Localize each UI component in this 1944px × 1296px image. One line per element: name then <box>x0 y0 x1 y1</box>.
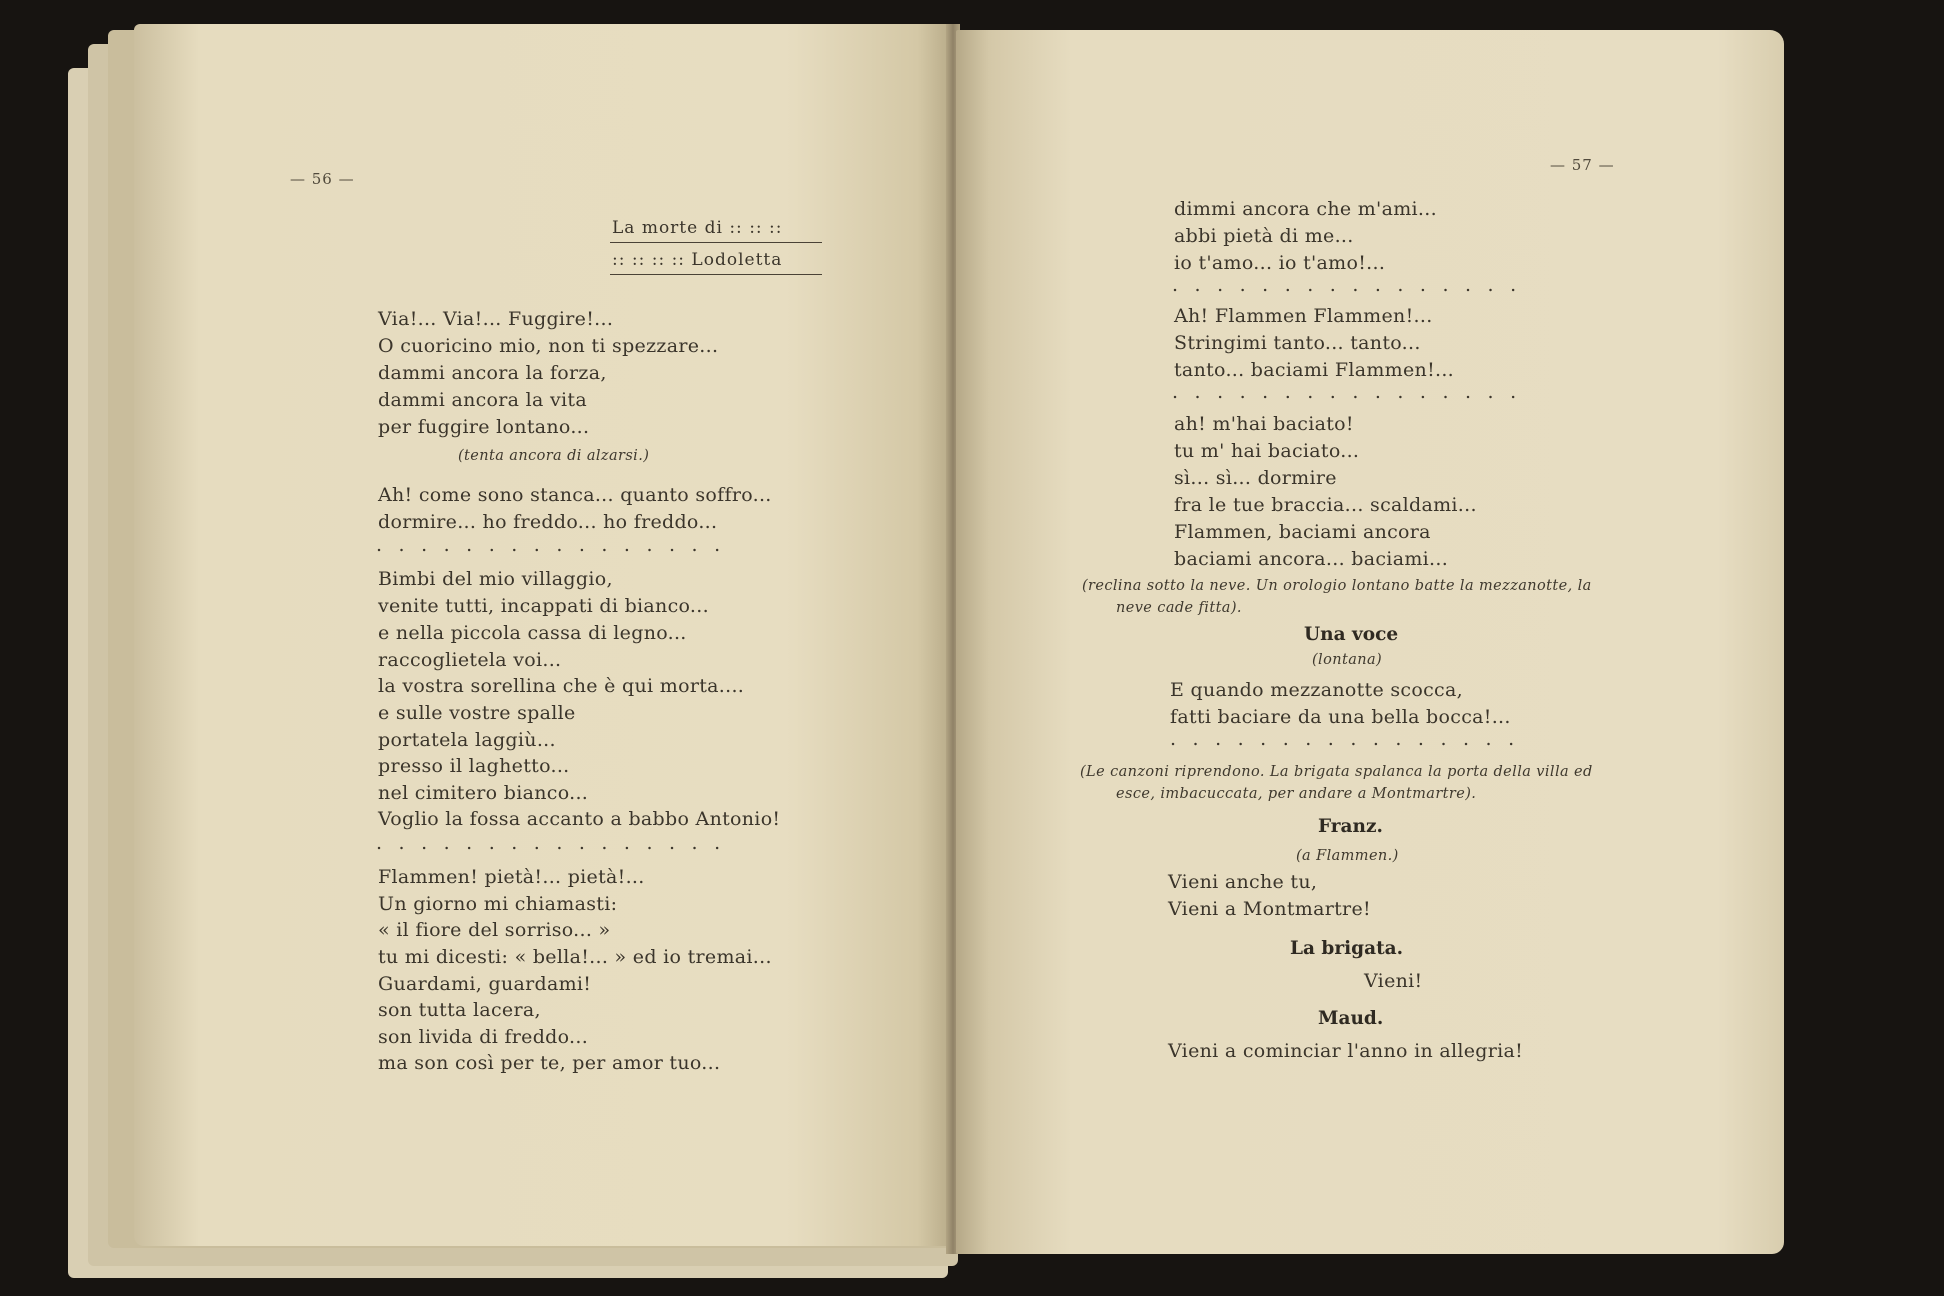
verse-line: e sulle vostre spalle <box>378 702 576 724</box>
verse-line: tu m' hai baciato... <box>1174 440 1360 462</box>
speaker-name: La brigata. <box>1290 938 1404 959</box>
speaker-name: Una voce <box>1304 624 1399 645</box>
ellipsis-row: ................ <box>376 534 737 556</box>
verse-line: baciami ancora... baciami... <box>1174 548 1449 570</box>
stage-direction: (Le canzoni riprendono. La brigata spalanca la porta della villa ed <box>1080 764 1593 780</box>
verse-line: Ah! come sono stanca... quanto soffro... <box>378 484 772 506</box>
verse-line: dammi ancora la vita <box>378 389 587 411</box>
verse-line: Flammen! pietà!... pietà!... <box>378 866 645 888</box>
left-page <box>134 24 950 1246</box>
verse-line: tu mi dicesti: « bella!... » ed io tremai... <box>378 946 772 968</box>
verse-line: Guardami, guardami! <box>378 973 592 995</box>
ellipsis-row: ................ <box>376 832 737 854</box>
title-rule <box>610 242 822 243</box>
verse-line: O cuoricino mio, non ti spezzare... <box>378 335 719 357</box>
verse-line: fra le tue braccia... scaldami... <box>1174 494 1477 516</box>
verse-line: abbi pietà di me... <box>1174 225 1354 247</box>
verse-line: Voglio la fossa accanto a babbo Antonio! <box>378 808 781 830</box>
verse-line: sì... sì... dormire <box>1174 467 1337 489</box>
verse-line: nel cimitero bianco... <box>378 782 589 804</box>
verse-line: tanto... baciami Flammen!... <box>1174 359 1455 381</box>
stage-direction: (lontana) <box>1312 652 1383 668</box>
stage-direction: (reclina sotto la neve. Un orologio lontano batte la mezzanotte, la <box>1082 578 1592 594</box>
verse-line: Vieni a Montmartre! <box>1168 898 1371 920</box>
verse-line: son tutta lacera, <box>378 999 541 1021</box>
page-number: — 56 — <box>290 170 355 188</box>
verse-line: E quando mezzanotte scocca, <box>1170 679 1463 701</box>
verse-line: presso il laghetto... <box>378 755 570 777</box>
stage-direction: (a Flammen.) <box>1296 848 1399 864</box>
speaker-name: Franz. <box>1318 816 1383 837</box>
verse-line: son livida di freddo... <box>378 1026 589 1048</box>
verse-line: raccoglietela voi... <box>378 649 562 671</box>
verse-line: per fuggire lontano... <box>378 416 590 438</box>
verse-line: Bimbi del mio villaggio, <box>378 568 613 590</box>
verse-line: io t'amo... io t'amo!... <box>1174 252 1386 274</box>
verse-line: Un giorno mi chiamasti: <box>378 893 618 915</box>
verse-line: ah! m'hai baciato! <box>1174 413 1354 435</box>
section-title-line-2: :: :: :: :: Lodoletta <box>612 250 783 270</box>
stage-direction: neve cade fitta). <box>1116 600 1242 616</box>
verse-line: ma son così per te, per amor tuo... <box>378 1052 721 1074</box>
page-number: — 57 — <box>1550 156 1615 174</box>
section-title-line-1: La morte di :: :: :: <box>612 218 783 238</box>
verse-line: Stringimi tanto... tanto... <box>1174 332 1421 354</box>
stage-direction: esce, imbacuccata, per andare a Montmartre). <box>1116 786 1477 802</box>
ellipsis-row: ................ <box>1172 381 1533 403</box>
verse-line: Vieni a cominciar l'anno in allegria! <box>1168 1040 1524 1062</box>
verse-line: « il fiore del sorriso... » <box>378 919 611 941</box>
verse-line: venite tutti, incappati di bianco... <box>378 595 709 617</box>
stage-direction: (tenta ancora di alzarsi.) <box>458 448 650 464</box>
right-page <box>956 30 1784 1254</box>
verse-line: Vieni anche tu, <box>1168 871 1318 893</box>
verse-line: dormire... ho freddo... ho freddo... <box>378 511 718 533</box>
verse-line: Via!... Via!... Fuggire!... <box>378 308 614 330</box>
ellipsis-row: ................ <box>1172 274 1533 296</box>
verse-line: dimmi ancora che m'ami... <box>1174 198 1437 220</box>
verse-line: Ah! Flammen Flammen!... <box>1174 305 1433 327</box>
speaker-name: Maud. <box>1318 1008 1384 1029</box>
title-rule <box>610 274 822 275</box>
verse-line: Flammen, baciami ancora <box>1174 521 1431 543</box>
verse-line: Vieni! <box>1364 970 1423 992</box>
verse-line: fatti baciare da una bella bocca!... <box>1170 706 1511 728</box>
verse-line: dammi ancora la forza, <box>378 362 607 384</box>
verse-line: e nella piccola cassa di legno... <box>378 622 687 644</box>
verse-line: portatela laggiù... <box>378 729 556 751</box>
ellipsis-row: ................ <box>1170 728 1531 750</box>
verse-line: la vostra sorellina che è qui morta.... <box>378 675 745 697</box>
